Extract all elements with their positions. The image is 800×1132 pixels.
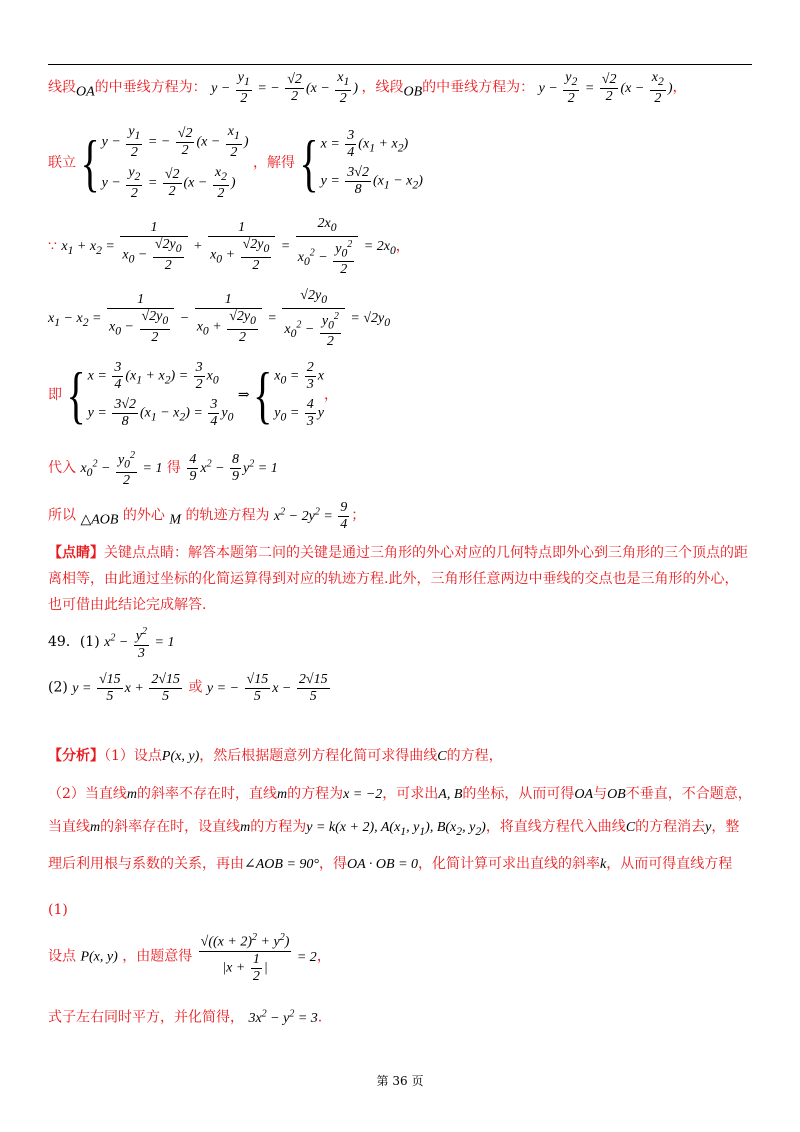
formula-result: $3x^2 - y^2 = 3$ xyxy=(248,1008,318,1026)
line-substitute xyxy=(48,448,752,489)
text: 设点 xyxy=(48,948,76,965)
solution-part1-label xyxy=(48,900,752,920)
analysis-line2: （2）当直线m的斜率不存在时，直线m的方程为x = −2，可求出A, B的坐标，从而可得OA与OB不垂直，不合题意，当直线m的斜率存在时，设直线m的方程为y = k(x + 2), $A(x_1$, $y_1$), $B(x_2$, $y_2$)，将直线方程代入曲线C的方程消去y，整理后利用根与系数的关系，再由∠AOB = 90°，得OA · OB = 0，化简计算可求出直线的斜率k，从而可得直线方程 xyxy=(48,786,752,872)
segment-ob: OB xyxy=(403,84,423,100)
comment-tag: 【点睛】 xyxy=(48,545,104,561)
segment-oa: OA xyxy=(76,84,95,100)
text: 的轨迹方程为 xyxy=(185,507,270,524)
problem-49-part2 xyxy=(48,672,752,705)
point-p: P(x, y) xyxy=(80,949,118,965)
text: 的坐标，从而可得 xyxy=(462,786,575,802)
solution-square xyxy=(48,1004,752,1029)
system-x0-y0: { $x_0$ = $\frac{2}{3}$ x $y_0$ = $\frac{4}{3}$ y xyxy=(253,358,324,431)
text: ，解得 xyxy=(252,154,295,171)
line-sum: ∵ $x_1 + x_2$ = 1 $x_0$ − $\frac{√2y_0}{2}$ + 1 $x_0$ + $\frac{√2y_0}{2}$ = $2x_0$ $x_0^2$ − $\frac{y_0^2}{2}$ = $2x_0$， xyxy=(48,216,410,278)
text: ，从而可得直线方程 xyxy=(606,855,733,872)
text: 的方程为 xyxy=(287,786,344,802)
text: ，可求出 xyxy=(382,786,439,802)
text: 不垂直，不合题意，当直线 xyxy=(48,786,752,835)
text: 式子左右同时平方，并化简得， xyxy=(48,1009,244,1026)
problem-number: 49． xyxy=(48,634,80,651)
line-thus: 即 { x = $\frac{3}{4}$ $(x_1 + x_2)$ = $\frac{3}{2}$ $x_0$ y = $\frac{3√2}{8}$ $(x_1 - x_2)$ = $\frac{3}{4}$ $y_0$ ⇒ { $x_0$ = $\frac{2}{3}$ x $y_0$ = $\frac{4}{3}$ y ， xyxy=(48,356,752,434)
text: ； xyxy=(351,507,366,524)
part-label: (1) xyxy=(79,634,100,651)
formula-substituted: $\frac{4}{9}$ $x^2$ − $\frac{8}{9}$ $y^2 = 1$ xyxy=(189,452,278,485)
line-simultaneous xyxy=(48,120,752,206)
text: 的中垂线方程为： xyxy=(94,79,207,96)
answer-1: $x^2$ − $\frac{y^2}{3}$ = 1 xyxy=(104,626,175,661)
system-bisectors: { y − $\frac{y_1}{2}$ = − $\frac{√2}{2}$ (x − $\frac{x_1}{2}$ ) y − $\frac{y_2}{2}$ = $\frac{√2}{2}$ (x − $\frac{x_2}{2}$ ) xyxy=(80,124,249,201)
formula-ob-bisector: y − $\frac{y_2}{2}$ = $\frac{√2}{2}$ (x − $\frac{x_2}{2}$ ) xyxy=(538,70,673,106)
system-solution: { x = $\frac{3}{4}$ $(x_1 + x_2)$ y = $\frac{3√2}{8}$ $(x_1 - x_2)$ xyxy=(299,125,423,198)
comment-block xyxy=(48,540,752,618)
text: ，得 xyxy=(319,855,347,872)
because-symbol: ∵ xyxy=(48,238,57,255)
text: ，将直线方程代入曲线 xyxy=(485,819,626,835)
text: 代入 xyxy=(48,459,76,476)
formula-difference: $x_1 - x_2$ = 1 $x_0$ − $\frac{√2y_0}{2}$ − 1 $x_0$ + $\frac{√2y_0}{2}$ = $√2y_0$ $x_0^2$ − $\frac{y_0^2}{2}$ = $√2y_0$ xyxy=(48,288,391,350)
text: 联立 xyxy=(48,154,76,171)
text: ，整理后利用根与系数的关系，再由 xyxy=(48,819,740,872)
formula-distance-ratio: $√((x + 2)^2 + y^2)$ |x + $\frac{1}{2}$ | = 2 xyxy=(200,932,317,984)
formula-sum: $x_1 + x_2$ = 1 $x_0$ − $\frac{√2y_0}{2}$ + 1 $x_0$ + $\frac{√2y_0}{2}$ = $2x_0$ $x_0^2$ − $\frac{y_0^2}{2}$ = $2x_0$ xyxy=(61,216,396,278)
text: ， xyxy=(316,948,331,965)
formula-hyperbola-x0: $x_0^2$ − $\frac{y_0^2}{2}$ = 1 xyxy=(80,450,163,489)
line-difference xyxy=(48,288,752,350)
text-or: 或 xyxy=(188,679,203,696)
answer-2b: y = − $\frac{√15}{5}$ x − $\frac{2√15}{5}$ xyxy=(206,672,328,704)
text: ，线段 xyxy=(361,79,404,96)
text: 线段 xyxy=(48,79,76,96)
header-rule xyxy=(48,64,752,65)
point-p: P(x, y) xyxy=(161,749,200,764)
answer-2a: y = $\frac{√15}{5}$ x + $\frac{2√15}{5}$ xyxy=(72,672,181,704)
text: 得 xyxy=(166,459,181,476)
page-footer: 第 36 页 xyxy=(376,1074,424,1088)
part-label: (1) xyxy=(48,902,68,918)
point-m: M xyxy=(169,512,182,528)
text: . xyxy=(317,1009,323,1026)
analysis-tag: 【分析】 xyxy=(48,748,104,764)
text: 的斜率不存在时，直线 xyxy=(137,786,278,802)
text: 的外心 xyxy=(122,507,165,524)
line-perpendicular-bisectors: 线段$_{OA}$的中垂线方程为： y − $\frac{y_1}{2}$ = − $\frac{√2}{2}$ (x − $\frac{x_1}{2}$ ) ，线段$_{OB}$的中垂线方程为： y − $\frac{y_2}{2}$ = $\frac{√2}{2}$ (x − $\frac{x_2}{2}$ )， xyxy=(48,70,687,106)
analysis-line1: 【分析】（1）设点P(x, y)，然后根据题意列方程化简可求得曲线C的方程， xyxy=(48,748,503,764)
text: ，由题意得 xyxy=(122,948,193,965)
text: 的方程消去 xyxy=(635,819,706,835)
text: 所以 xyxy=(48,507,76,524)
formula-locus: $x^2 - 2y^2$ = $\frac{9}{4}$ xyxy=(273,500,348,532)
comment-text: 关键点点睛：解答本题第二问的关键是通过三角形的外心对应的几何特点即外心到三角形的三个顶点的距离相等，由此通过坐标的化简运算得到对应的轨迹方程.此外，三角形任意两边中垂线的交点也是三角形的外心，也可借由此结论完成解答. xyxy=(48,545,748,613)
text: 即 xyxy=(48,387,62,403)
text: ，化简计算可求出直线的斜率 xyxy=(418,855,601,872)
formula-oa-bisector: y − $\frac{y_1}{2}$ = − $\frac{√2}{2}$ (x − $\frac{x_1}{2}$ ) xyxy=(211,70,362,106)
text: 的中垂线方程为： xyxy=(422,79,535,96)
system-thus: { x = $\frac{3}{4}$ $(x_1 + x_2)$ = $\frac{3}{2}$ $x_0$ y = $\frac{3√2}{8}$ $(x_1 - x_2)$ = $\frac{3}{4}$ $y_0$ xyxy=(66,358,234,431)
text: 的斜率存在时，设直线 xyxy=(100,819,241,835)
text: （2）当直线 xyxy=(48,786,127,802)
solution-setup xyxy=(48,930,752,985)
text: 的方程为 xyxy=(250,819,307,835)
text: （1）设点 xyxy=(104,748,162,764)
text: 与 xyxy=(593,786,608,802)
problem-49-part1 xyxy=(48,624,752,662)
triangle-aob: △AOB xyxy=(80,512,119,528)
line-conclusion xyxy=(48,500,752,533)
text: ，然后根据题意列方程化简可求得曲线 xyxy=(199,748,438,764)
text: 的方程， xyxy=(446,748,503,764)
part-label: (2) xyxy=(48,679,68,696)
